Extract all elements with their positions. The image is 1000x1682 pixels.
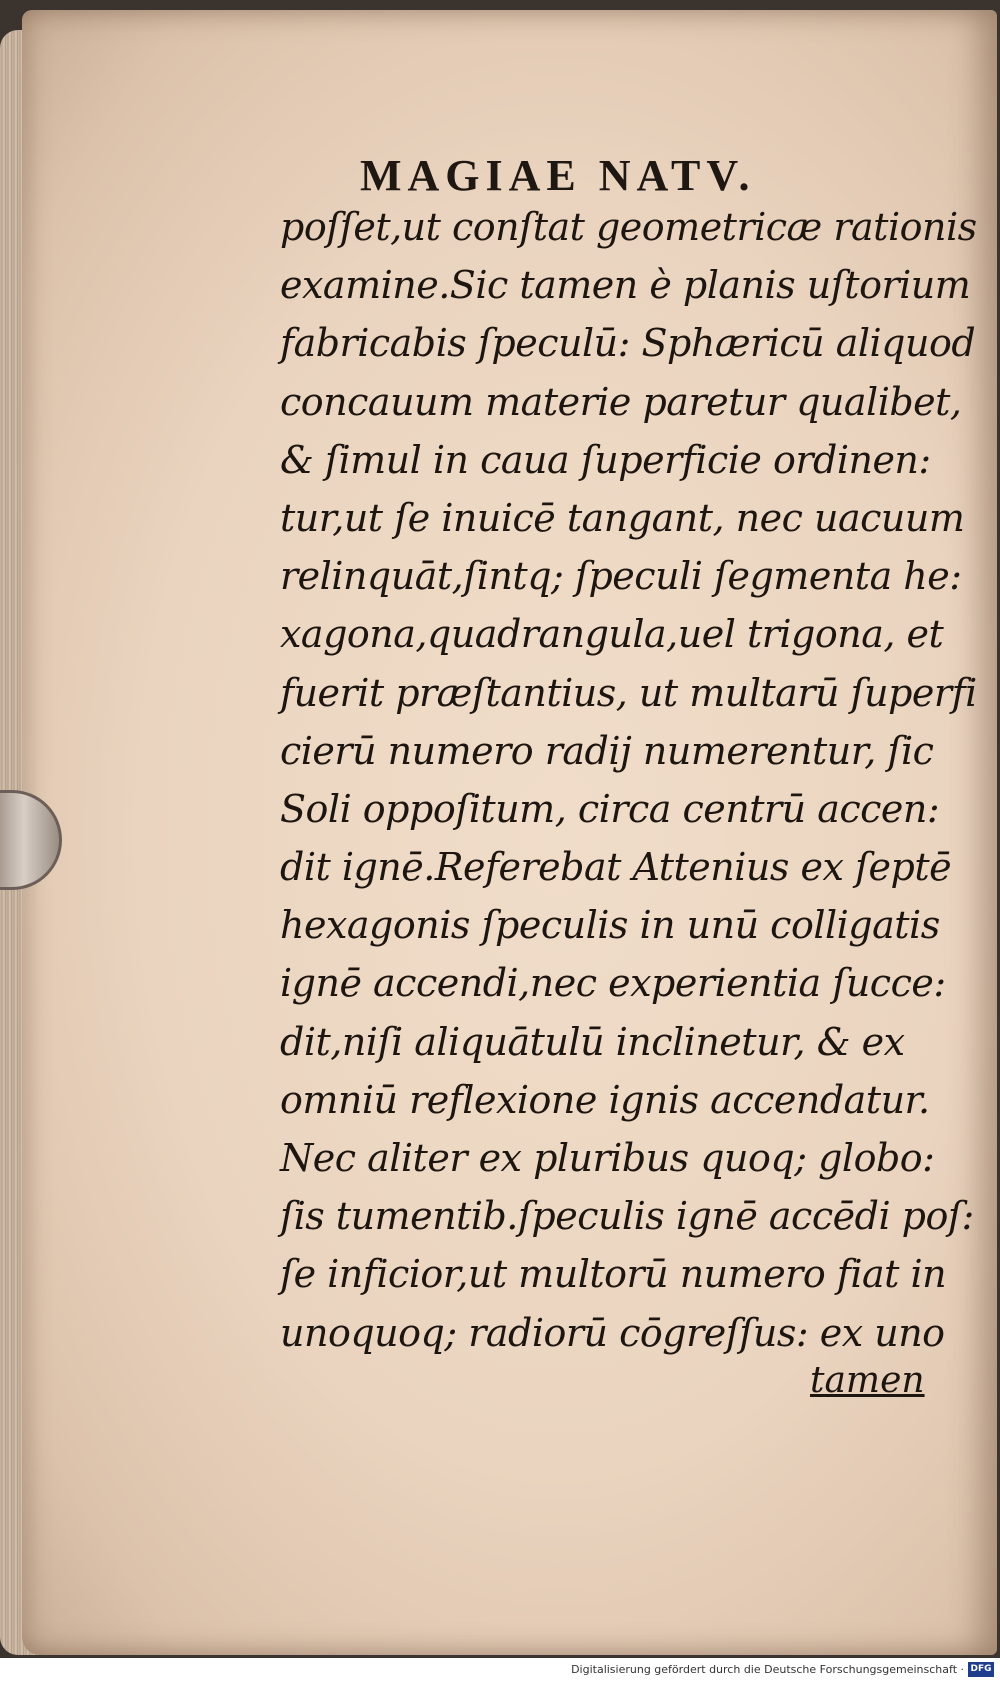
text-line: poſſet,ut conſtat geometricæ rationis (280, 205, 977, 249)
text-line: xagona,quadrangula,uel trigona, et (280, 612, 944, 657)
text-line: ignē accendi,nec experientia ſucce: (280, 961, 946, 1006)
footer-credit: Digitalisierung gefördert durch die Deutsche Forschungsgemeinschaft · (571, 1663, 964, 1676)
text-line: concauum materie paretur qualibet, (280, 379, 962, 424)
text-line: ſis tumentib.ſpeculis ignē accēdi poſ: (280, 1194, 974, 1239)
dfg-logo-icon: DFG (968, 1662, 994, 1677)
running-head: MAGIAE NATV. (360, 151, 756, 200)
text-line: relinquāt,ſintq; ſpeculi ſegmenta he: (280, 554, 962, 599)
text-line: Soli oppoſitum, circa centrū accen: (280, 786, 940, 831)
text-line: unoquoq; radiorū cōgreſſus: ex uno (280, 1310, 945, 1355)
text-line: tur,ut ſe inuicē tangant, nec uacuum (280, 495, 965, 540)
text-line: ſe inficior,ut multorū numero fiat in (280, 1252, 947, 1297)
text-line: fabricabis ſpeculū: Sphæricū aliquod (280, 321, 976, 366)
text-line: examine.Sic tamen è planis uſtorium (280, 263, 971, 308)
text-block (280, 198, 977, 1362)
text-line: Nec aliter ex pluribus quoq; globo: (280, 1136, 935, 1180)
text-line: hexagonis ſpeculis in unū colligatis (280, 903, 940, 948)
text-line: dit,niſi aliquātulū inclinetur, & ex (280, 1019, 905, 1064)
text-line: dit ignē.Referebat Attenius ex ſeptē (280, 845, 952, 890)
text-line: cierū numero radij numerentur, ſic (280, 728, 934, 773)
text-line: omniū reflexione ignis accendatur. (280, 1077, 930, 1122)
text-line: & ſimul in caua ſuperficie ordinen: (280, 437, 931, 482)
catchword: tamen (810, 1360, 925, 1401)
text-line: fuerit præſtantius, ut multarū ſuperfi (280, 670, 977, 715)
